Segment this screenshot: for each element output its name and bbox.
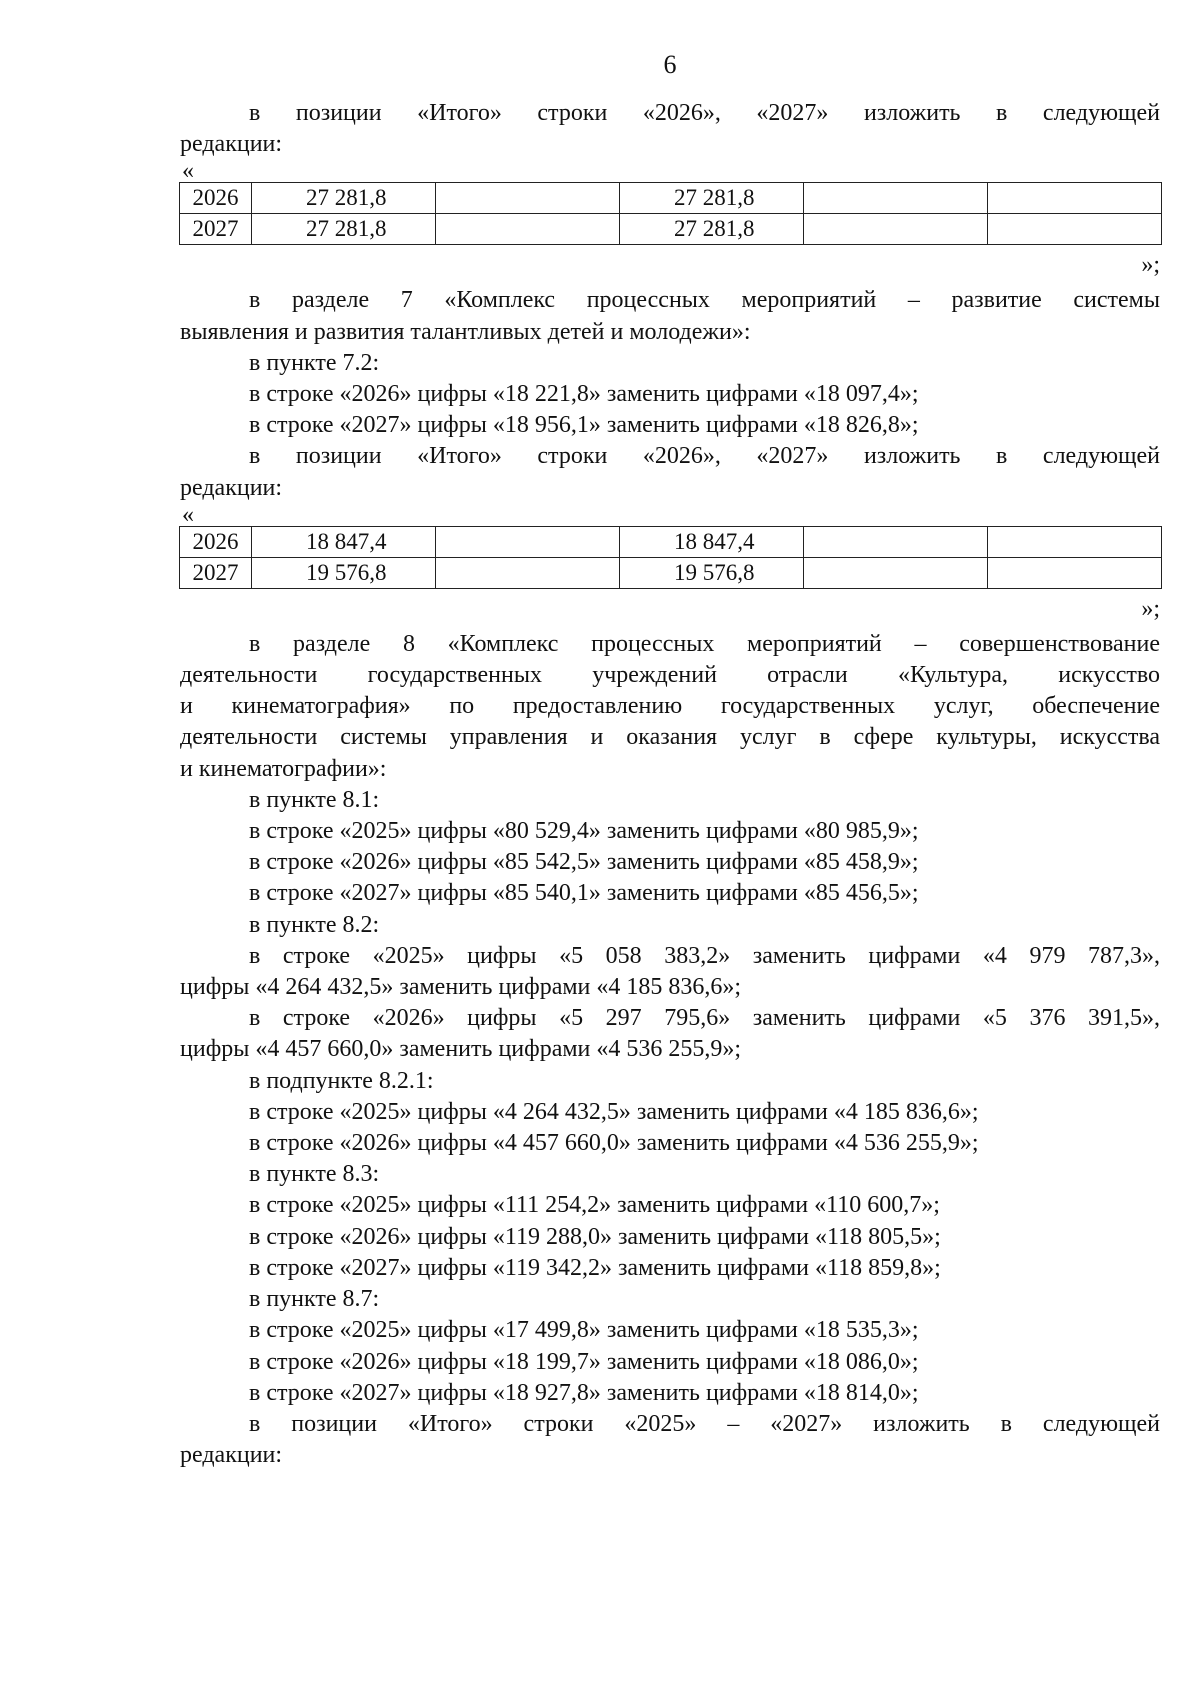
section8-8-2-row-2026a: в строке «2026» цифры «5 297 795,6» заменить цифрами «5 376 391,5», [249, 1005, 1160, 1032]
section8-8-2-1-row-2025: в строке «2025» цифры «4 264 432,5» заменить цифрами «4 185 836,6»; [249, 1098, 979, 1125]
document-body [180, 98, 1160, 1471]
section8-8-2-row-2025b: цифры «4 264 432,5» заменить цифрами «4 185 836,6»; [180, 974, 742, 1001]
section8-8-7-row-2025: в строке «2025» цифры «17 499,8» заменить цифрами «18 535,3»; [249, 1317, 919, 1344]
itogo-table-2 [179, 526, 1162, 589]
table-row [180, 183, 1162, 214]
table-cell [436, 557, 620, 588]
section7-itogo: в позиции «Итого» строки «2026», «2027» изложить в следующей [249, 443, 1160, 470]
section8-8-2-1-row-2026: в строке «2026» цифры «4 457 660,0» заменить цифрами «4 536 255,9»; [249, 1130, 979, 1157]
table-cell [436, 526, 620, 557]
section8-8-1-row-2027: в строке «2027» цифры «85 540,1» заменить цифрами «85 456,5»; [249, 880, 919, 907]
table-row [180, 526, 1162, 557]
table-cell-year: 2026 [180, 183, 252, 214]
section8-line5: и кинематографии»: [180, 755, 387, 782]
section8-8-3-row-2025: в строке «2025» цифры «111 254,2» заменить цифрами «110 600,7»; [249, 1192, 940, 1219]
table-cell [988, 526, 1162, 557]
block1-intro-cont: редакции: [180, 131, 283, 158]
table-cell: 19 576,8 [620, 557, 804, 588]
table-cell: 27 281,8 [620, 214, 804, 245]
section7-itogo-cont: редакции: [180, 474, 283, 501]
table-cell [804, 526, 988, 557]
block1-close-quote: »; [1141, 252, 1160, 279]
table-cell [436, 214, 620, 245]
section7-point: в пункте 7.2: [249, 349, 380, 376]
table-cell: 27 281,8 [252, 183, 436, 214]
section8-8-3-row-2026: в строке «2026» цифры «119 288,0» заменить цифрами «118 805,5»; [249, 1223, 941, 1250]
section8-8-2-row-2025a: в строке «2025» цифры «5 058 383,2» заменить цифрами «4 979 787,3», [249, 942, 1160, 969]
table-cell: 27 281,8 [620, 183, 804, 214]
block2-open-quote: « [182, 501, 194, 528]
section8-itogo-cont: редакции: [180, 1442, 283, 1469]
table-cell: 19 576,8 [252, 557, 436, 588]
section8-subpoint-8-2-1: в подпункте 8.2.1: [249, 1067, 434, 1094]
table-cell [804, 557, 988, 588]
table-cell: 18 847,4 [620, 526, 804, 557]
section8-itogo: в позиции «Итого» строки «2025» – «2027» изложить в следующей [249, 1410, 1160, 1437]
section8-8-2-row-2026b: цифры «4 457 660,0» заменить цифрами «4 536 255,9»; [180, 1036, 742, 1063]
table-cell [804, 183, 988, 214]
table-cell: 27 281,8 [252, 214, 436, 245]
table-cell-year: 2026 [180, 526, 252, 557]
table-row [180, 557, 1162, 588]
section8-line3: и кинематография» по предоставлению государственных услуг, обеспечение [180, 693, 1160, 720]
section7-row-2026: в строке «2026» цифры «18 221,8» заменить цифрами «18 097,4»; [249, 381, 919, 408]
block1-intro: в позиции «Итого» строки «2026», «2027» изложить в следующей [249, 100, 1160, 126]
section8-line1: в разделе 8 «Комплекс процессных мероприятий – совершенствование [249, 630, 1160, 657]
table-cell [988, 183, 1162, 214]
section8-point-8-2: в пункте 8.2: [249, 911, 380, 938]
page-number: 6 [663, 50, 677, 79]
section8-8-7-row-2026: в строке «2026» цифры «18 199,7» заменить цифрами «18 086,0»; [249, 1348, 919, 1375]
block1-open-quote: « [182, 158, 194, 185]
section8-8-7-row-2027: в строке «2027» цифры «18 927,8» заменить цифрами «18 814,0»; [249, 1379, 919, 1406]
section8-point-8-7: в пункте 8.7: [249, 1286, 380, 1313]
section8-8-1-row-2026: в строке «2026» цифры «85 542,5» заменить цифрами «85 458,9»; [249, 849, 919, 876]
section8-line4: деятельности системы управления и оказания услуг в сфере культуры, искусства [180, 724, 1160, 751]
table-cell [988, 557, 1162, 588]
section8-point-8-3: в пункте 8.3: [249, 1161, 380, 1188]
table-cell: 18 847,4 [252, 526, 436, 557]
table-cell [436, 183, 620, 214]
section8-8-3-row-2027: в строке «2027» цифры «119 342,2» заменить цифрами «118 859,8»; [249, 1254, 941, 1281]
itogo-table-1 [179, 182, 1162, 245]
section7-line2: выявления и развития талантливых детей и молодежи»: [180, 318, 751, 345]
section8-line2: деятельности государственных учреждений отрасли «Культура, искусство [180, 662, 1160, 689]
section8-point-8-1: в пункте 8.1: [249, 786, 380, 813]
section7-row-2027: в строке «2027» цифры «18 956,1» заменить цифрами «18 826,8»; [249, 412, 919, 439]
table-cell [804, 214, 988, 245]
table-row [180, 214, 1162, 245]
table-cell-year: 2027 [180, 557, 252, 588]
block2-close-quote: »; [1141, 595, 1160, 622]
section7-line1: в разделе 7 «Комплекс процессных мероприятий – развитие системы [249, 287, 1160, 314]
table-cell [988, 214, 1162, 245]
table-cell-year: 2027 [180, 214, 252, 245]
section8-8-1-row-2025: в строке «2025» цифры «80 529,4» заменить цифрами «80 985,9»; [249, 818, 919, 845]
